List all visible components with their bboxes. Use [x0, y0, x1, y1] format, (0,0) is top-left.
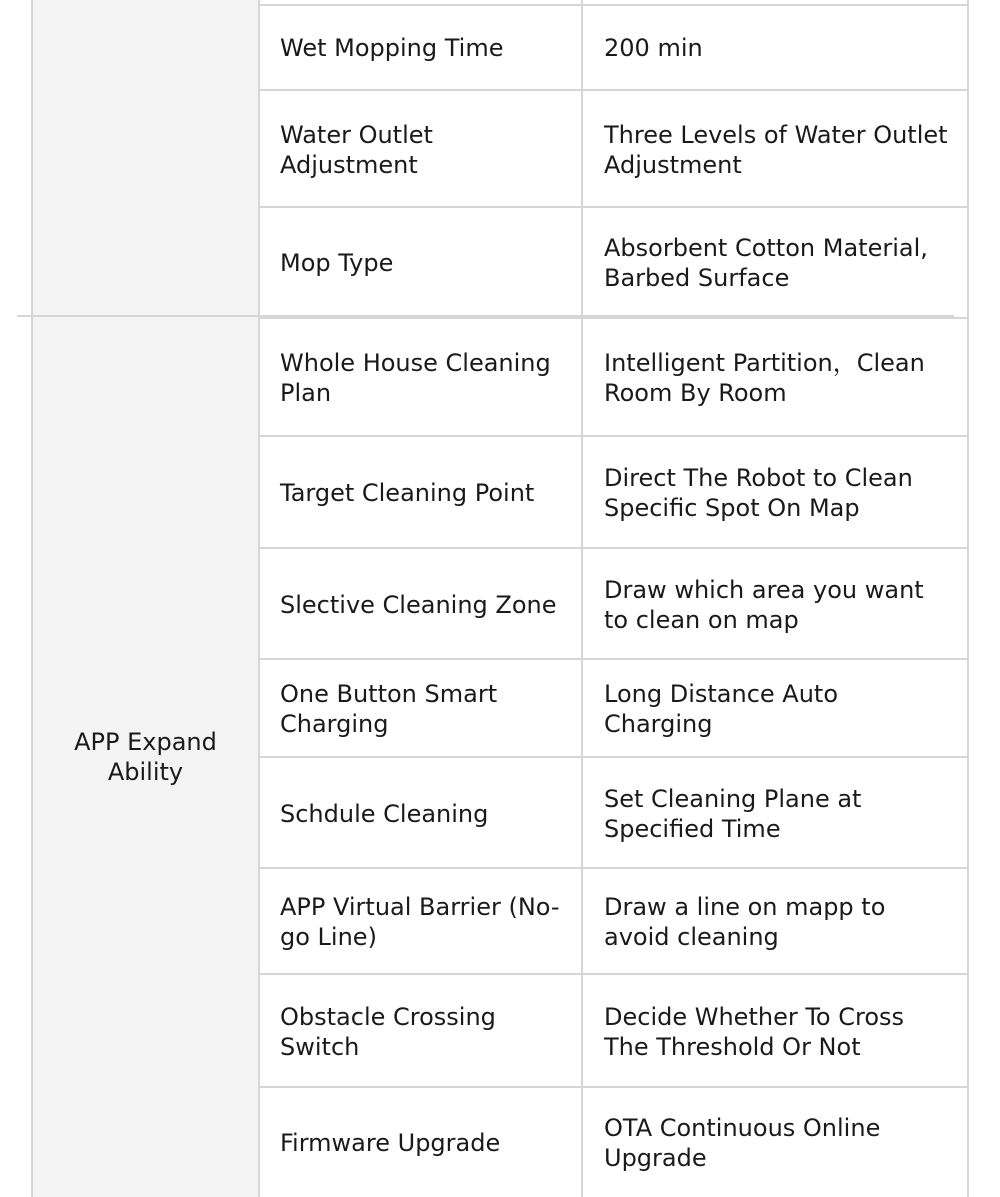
table-row — [258, 4, 969, 90]
spec-value: Intelligent Partition，Clean Room By Room — [604, 349, 925, 407]
spec-value: 200 min — [604, 34, 703, 62]
spec-name: Schdule Cleaning — [260, 758, 583, 869]
spec-name: Whole House Cleaning Plan — [260, 319, 583, 437]
table-row — [258, 973, 969, 1088]
category-cell-app — [31, 317, 258, 1197]
spec-name: One Button Smart Charging — [260, 660, 583, 758]
spec-value: Set Cleaning Plane at Specified Time — [604, 784, 862, 843]
spec-value: Draw which area you want to clean on map — [604, 575, 924, 634]
table-row — [258, 1086, 969, 1197]
spec-value: Absorbent Cotton Material, Barbed Surface — [604, 233, 928, 292]
category-cell-mopping — [31, 0, 258, 316]
spec-name: Target Cleaning Point — [260, 437, 583, 549]
spec-value: Direct The Robot to Clean Specific Spot On Map — [604, 464, 913, 522]
table-row — [258, 867, 969, 975]
spec-value: Decide Whether To Cross The Threshold Or Not — [604, 1002, 905, 1061]
spec-name: Mop Type — [260, 208, 583, 317]
table-row — [258, 89, 969, 208]
spec-value: Long Distance Auto Charging — [604, 680, 838, 738]
spec-name: Wet Mopping Time — [260, 6, 583, 90]
spec-name: APP Virtual Barrier (No-go Line) — [260, 869, 583, 975]
table-row — [258, 435, 969, 549]
spec-name: Water Outlet Adjustment — [260, 91, 583, 208]
spec-value: OTA Continuous Online Upgrade — [604, 1113, 881, 1172]
spec-name: Firmware Upgrade — [260, 1088, 583, 1197]
table-row — [258, 206, 969, 317]
spec-name: Slective Cleaning Zone — [260, 549, 583, 660]
table-row — [258, 547, 969, 660]
table-row — [258, 317, 969, 437]
table-row — [258, 756, 969, 869]
spec-value: Draw a line on mapp to avoid cleaning — [604, 893, 886, 951]
spec-name: Obstacle Crossing Switch — [260, 975, 583, 1088]
table-row — [258, 658, 969, 758]
category-label: APP Expand Ability — [74, 728, 217, 786]
spec-value: Three Levels of Water Outlet Adjustment — [604, 120, 948, 179]
